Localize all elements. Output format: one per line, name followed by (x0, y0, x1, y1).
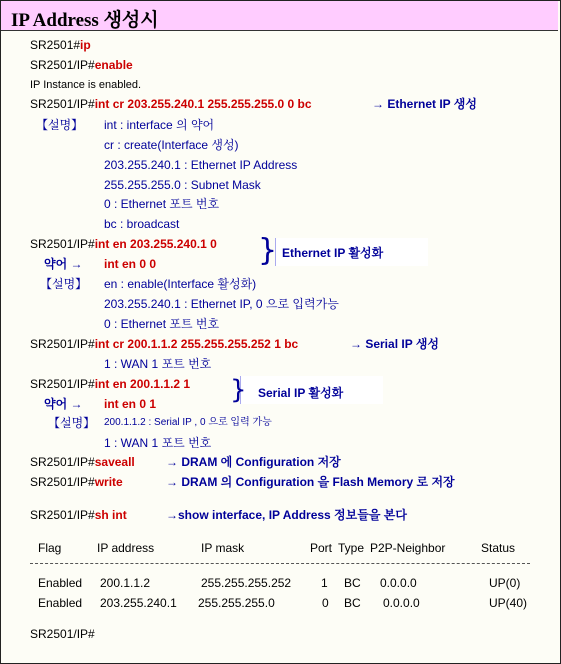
prompt: SR2501# (30, 38, 81, 52)
cmd-line-enable-ethernet (30, 236, 217, 252)
command-text: ip (80, 38, 91, 52)
desc-label: 【설명】 (48, 416, 96, 430)
desc-line: 200.1.1.2 : Serial IP , 0 으로 입력 가능 (104, 417, 272, 428)
desc-line: int : interface 의 약어 (104, 118, 215, 132)
prompt: SR2501/IP# (30, 377, 95, 391)
cmd-line-create-serial (30, 336, 298, 352)
desc-label: 【설명】 (36, 118, 84, 132)
table-header-flag: Flag (38, 541, 62, 555)
prompt: SR2501/IP# (30, 337, 95, 351)
cmd-line-show (30, 507, 127, 523)
final-prompt: SR2501/IP# (30, 627, 95, 641)
command-text: enable (94, 58, 133, 72)
brace-icon: } (230, 375, 247, 405)
command-text: sh int (94, 508, 127, 522)
prompt: SR2501/IP# (30, 237, 95, 251)
abbr-label: 약어 → (44, 257, 83, 271)
cmd-line-saveall (30, 454, 135, 470)
table-cell: 203.255.240.1 (100, 596, 177, 610)
brace-icon: } (258, 233, 278, 268)
desc-line: cr : create(Interface 생성) (104, 138, 239, 152)
page-title: IP Address 생성시 (11, 10, 159, 31)
table-cell: 0.0.0.0 (383, 596, 420, 610)
command-text: int en 203.255.240.1 0 (94, 237, 217, 251)
desc-line: 0 : Ethernet 포트 번호 (104, 197, 220, 211)
table-cell: BC (344, 596, 361, 610)
prompt: SR2501/IP# (30, 97, 95, 111)
output-enabled-message: IP Instance is enabled. (30, 79, 142, 91)
note-serial-enable: Serial IP 활성화 (258, 386, 344, 400)
cmd-line-create-ethernet (30, 96, 312, 112)
note-serial-create: → Serial IP 생성 (350, 337, 439, 351)
abbr-command: int en 0 0 (104, 257, 157, 271)
desc-label: 【설명】 (40, 277, 88, 291)
prompt: SR2501/IP# (30, 508, 95, 522)
note-show: →show interface, IP Address 정보들을 본다 (166, 508, 407, 522)
table-cell: 255.255.255.252 (201, 576, 292, 590)
table-cell: 255.255.255.0 (198, 596, 275, 610)
cmd-line-enable-serial (30, 376, 190, 392)
desc-line: 0 : Ethernet 포트 번호 (104, 317, 220, 331)
command-text: saveall (94, 455, 135, 469)
command-text: int en 200.1.1.2 1 (94, 377, 191, 391)
table-header-status: Status (481, 541, 516, 555)
title-bar (1, 1, 558, 31)
note-ethernet-create: → Ethernet IP 생성 (372, 97, 477, 111)
table-cell: 0 (322, 596, 329, 610)
table-cell: 200.1.1.2 (100, 576, 151, 590)
table-header-ip-address: IP address (97, 541, 155, 555)
table-header-ip-mask: IP mask (201, 541, 245, 555)
prompt: SR2501/IP# (30, 455, 95, 469)
table-cell: UP(0) (489, 576, 521, 590)
cmd-line-write (30, 474, 123, 490)
note-saveall: → DRAM 에 Configuration 저장 (166, 455, 341, 469)
note-ethernet-enable: Ethernet IP 활성화 (282, 246, 384, 260)
table-cell: 1 (321, 576, 328, 590)
desc-line: 203.255.240.1 : Ethernet IP Address (104, 158, 298, 172)
desc-line: 203.255.240.1 : Ethernet IP, 0 으로 입력가능 (104, 297, 339, 311)
table-cell: Enabled (38, 596, 83, 610)
desc-line: 255.255.255.0 : Subnet Mask (104, 178, 261, 192)
abbr-label: 약어 → (44, 397, 83, 411)
cmd-line-ip (30, 37, 91, 53)
note-write: → DRAM 의 Configuration 을 Flash Memory 로 저장 (166, 475, 455, 489)
cmd-line-enable (30, 57, 133, 73)
table-separator (30, 563, 530, 564)
table-header-port: Port (310, 541, 333, 555)
prompt: SR2501/IP# (30, 475, 95, 489)
abbr-command: int en 0 1 (104, 397, 157, 411)
desc-line: bc : broadcast (104, 217, 180, 231)
desc-line: 1 : WAN 1 포트 번호 (104, 436, 212, 450)
table-header-type: Type (338, 541, 365, 555)
table-cell: Enabled (38, 576, 83, 590)
table-header-p2p-neighbor: P2P-Neighbor (370, 541, 446, 555)
table-cell: BC (344, 576, 361, 590)
command-text: write (94, 475, 123, 489)
table-cell: 0.0.0.0 (380, 576, 417, 590)
desc-line: en : enable(Interface 활성화) (104, 277, 257, 291)
table-cell: UP(40) (489, 596, 528, 610)
command-text: int cr 200.1.1.2 255.255.255.252 1 bc (94, 337, 299, 351)
desc-line: 1 : WAN 1 포트 번호 (104, 357, 212, 371)
command-text: int cr 203.255.240.1 255.255.255.0 0 bc (94, 97, 312, 111)
prompt: SR2501/IP# (30, 58, 95, 72)
